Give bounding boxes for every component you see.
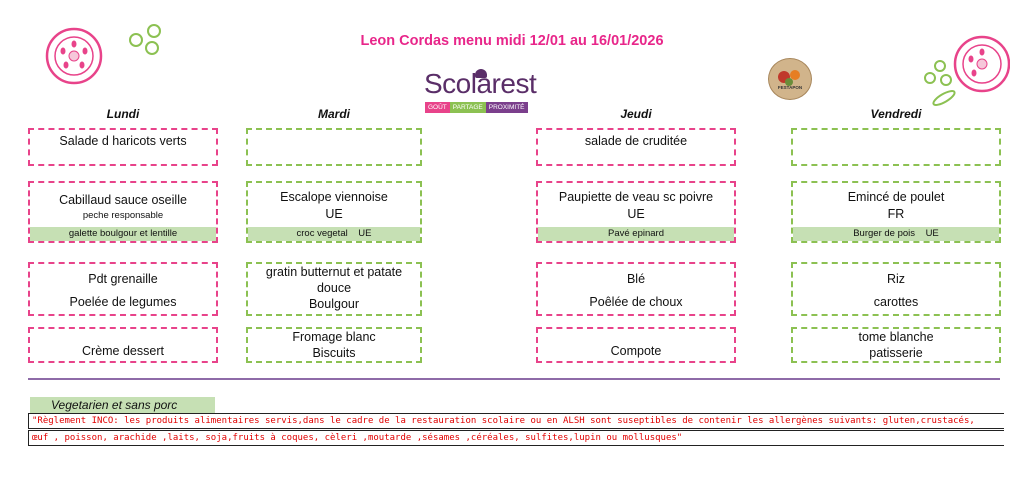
side-text: Poêlée de choux xyxy=(589,295,683,309)
day-header-vendredi: Vendredi xyxy=(870,107,922,121)
scolarest-logo xyxy=(418,66,536,116)
logo-tag: PROXIMITÉ xyxy=(486,102,528,113)
starter-cell xyxy=(791,128,1001,166)
side-text: Blé xyxy=(626,272,646,286)
allergen-notice-line: "Règlement INCO: les produits alimentaires servis,dans le cadre de la restauration scolaire ou en ALSH sont suseptibles de contenir les allergènes suivants: gluten,crustacés, xyxy=(28,413,1004,429)
peas-icon xyxy=(920,58,960,108)
menu-title: Leon Cordas menu midi 12/01 au 16/01/2026 xyxy=(360,33,664,49)
dessert-text: patisserie xyxy=(869,346,923,360)
side-text: Poelée de legumes xyxy=(69,295,177,309)
dessert-text: Fromage blanc xyxy=(292,330,376,344)
sides-cell xyxy=(791,262,1001,316)
main-note: FR xyxy=(887,207,905,221)
day-header-jeudi: Jeudi xyxy=(620,107,652,121)
main-text: Escalope viennoise xyxy=(280,190,388,204)
vegetarian-option: croc vegetal UE xyxy=(248,227,420,241)
logo-tag: GOÛT xyxy=(425,102,450,113)
dessert-cell xyxy=(536,327,736,363)
main-note: UE xyxy=(627,207,645,221)
dessert-text: Crème dessert xyxy=(82,344,164,358)
main-cell xyxy=(791,181,1001,243)
section-divider xyxy=(28,378,1000,380)
day-header-lundi: Lundi xyxy=(106,107,140,121)
side-text: carottes xyxy=(873,295,919,309)
vegetarian-option: Burger de pois UE xyxy=(793,227,999,241)
allergen-notice-line: œuf , poisson, arachide ,laits, soja,fruits à coques, cèleri ,moutarde ,sésames ,céréales, sulfites,lupin ou mollusques" xyxy=(28,430,1004,446)
side-text: Boulgour xyxy=(308,297,360,311)
main-text: Emincé de poulet xyxy=(847,190,945,204)
side-text: gratin butternut et patate douce xyxy=(265,265,403,295)
vegetarian-option: Pavé epinard xyxy=(538,227,734,241)
event-badge xyxy=(768,58,812,100)
main-text: Paupiette de veau sc poivre xyxy=(558,190,714,204)
dessert-text: Biscuits xyxy=(312,346,356,360)
badge-label: FESTAPON xyxy=(777,85,803,90)
starter-cell xyxy=(28,128,218,166)
dessert-cell xyxy=(28,327,218,363)
main-cell xyxy=(246,181,422,243)
dessert-text: tome blanche xyxy=(858,330,934,344)
side-text: Riz xyxy=(886,272,906,286)
main-note: peche responsable xyxy=(82,210,164,221)
logo-tag: PARTAGE xyxy=(450,102,486,113)
starter-text: Salade d haricots verts xyxy=(59,134,187,148)
starter-text: salade de cruditée xyxy=(584,134,688,148)
main-cell xyxy=(536,181,736,243)
starter-cell xyxy=(536,128,736,166)
dessert-cell xyxy=(791,327,1001,363)
logo-brand: Scolarest xyxy=(424,68,537,99)
vegetarian-option: galette boulgour et lentille xyxy=(30,227,216,241)
dessert-text: Compote xyxy=(610,344,662,358)
vegetarian-legend: Vegetarien et sans porc xyxy=(30,397,215,413)
main-cell xyxy=(28,181,218,243)
day-header-mardi: Mardi xyxy=(317,107,350,121)
sides-cell xyxy=(246,262,422,316)
starter-cell xyxy=(246,128,422,166)
main-text: Cabillaud sauce oseille xyxy=(59,193,187,207)
logo-tagline xyxy=(425,102,528,113)
dessert-cell xyxy=(246,327,422,363)
side-text: Pdt grenaille xyxy=(88,272,158,286)
main-note: UE xyxy=(325,207,343,221)
sides-cell xyxy=(28,262,218,316)
sides-cell xyxy=(536,262,736,316)
